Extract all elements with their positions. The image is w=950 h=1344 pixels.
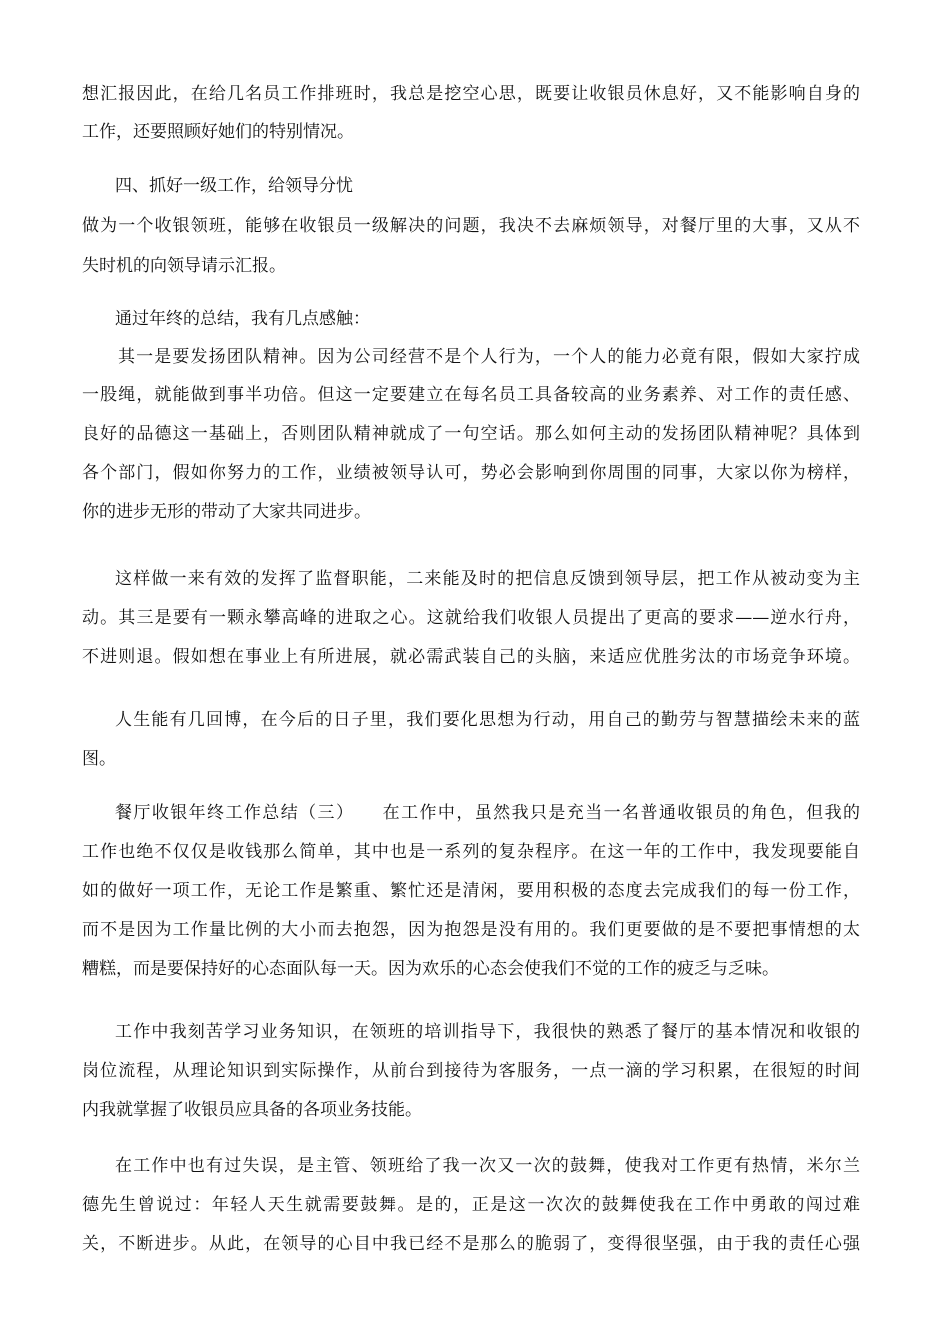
text-line: 图。 bbox=[82, 749, 116, 769]
text-line: 而不是因为工作量比例的大小而去抱怨，因为抱怨是没有用的。我们更要做的是不要把事情想的太 bbox=[82, 920, 860, 940]
text-line: 内我就掌握了收银员应具备的各项业务技能。 bbox=[82, 1100, 422, 1120]
text-line: 人生能有几回博，在今后的日子里，我们要化思想为行动，用自己的勤劳与智慧描绘未来的蓝 bbox=[115, 710, 860, 730]
text-line: 如的做好一项工作，无论工作是繁重、繁忙还是清闲，要用积极的态度去完成我们的每一份工作， bbox=[82, 881, 860, 901]
text-line: 工作中我刻苦学习业务知识，在领班的培训指导下，我很快的熟悉了餐厅的基本情况和收银的 bbox=[115, 1022, 860, 1042]
text-line: 德先生曾说过：年轻人天生就需要鼓舞。是的，正是这一次次的鼓舞使我在工作中勇敢的闯过难 bbox=[82, 1195, 860, 1215]
text-line: 一股绳，就能做到事半功倍。但这一定要建立在每名员工具备较高的业务素养、对工作的责任感、 bbox=[82, 385, 860, 405]
text-line: 做为一个收银领班，能够在收银员一级解决的问题，我决不去麻烦领导，对餐厅里的大事，又从不 bbox=[82, 216, 860, 236]
text-line: 良好的品德这一基础上，否则团队精神就成了一句空话。那么如何主动的发扬团队精神呢？具体到 bbox=[82, 424, 860, 444]
section-heading: 四、抓好一级工作，给领导分忧 bbox=[115, 176, 353, 196]
text-line: 动。其三是要有一颗永攀高峰的进取之心。这就给我们收银人员提出了更高的要求——逆水行舟， bbox=[82, 608, 860, 628]
text-line: 你的进步无形的带动了大家共同进步。 bbox=[82, 502, 371, 522]
text-line: 失时机的向领导请示汇报。 bbox=[82, 256, 286, 276]
text-line: 餐厅收银年终工作总结（三） 在工作中，虽然我只是充当一名普通收银员的角色，但我的 bbox=[115, 803, 860, 823]
text-line: 在工作中也有过失误，是主管、领班给了我一次又一次的鼓舞，使我对工作更有热情，米尔兰 bbox=[115, 1156, 860, 1176]
text-line: 不进则退。假如想在事业上有所进展，就必需武装自己的头脑，来适应优胜劣汰的市场竞争环境。 bbox=[82, 647, 860, 667]
text-line: 想汇报因此，在给几名员工作排班时，我总是挖空心思，既要让收银员休息好，又不能影响自身的 bbox=[82, 84, 860, 104]
text-line: 通过年终的总结，我有几点感触： bbox=[115, 309, 370, 329]
text-line: 工作，还要照顾好她们的特别情况。 bbox=[82, 122, 354, 142]
text-line: 工作也绝不仅仅是收钱那么简单，其中也是一系列的复杂程序。在这一年的工作中，我发现要能自 bbox=[82, 842, 860, 862]
text-line: 糟糕，而是要保持好的心态面队每一天。因为欢乐的心态会使我们不觉的工作的疲乏与乏味。 bbox=[82, 959, 779, 979]
text-line: 关，不断进步。从此，在领导的心目中我已经不是那么的脆弱了，变得很坚强，由于我的责任心强 bbox=[82, 1234, 860, 1254]
text-line: 其一是要发扬团队精神。因为公司经营不是个人行为，一个人的能力必竟有限，假如大家拧成 bbox=[118, 347, 860, 367]
text-line: 各个部门，假如你努力的工作，业绩被领导认可，势必会影响到你周围的同事，大家以你为榜样， bbox=[82, 463, 860, 483]
text-line: 岗位流程，从理论知识到实际操作，从前台到接待为客服务，一点一滴的学习积累，在很短的时间 bbox=[82, 1061, 860, 1081]
text-line: 这样做一来有效的发挥了监督职能，二来能及时的把信息反馈到领导层，把工作从被动变为主 bbox=[115, 569, 860, 589]
